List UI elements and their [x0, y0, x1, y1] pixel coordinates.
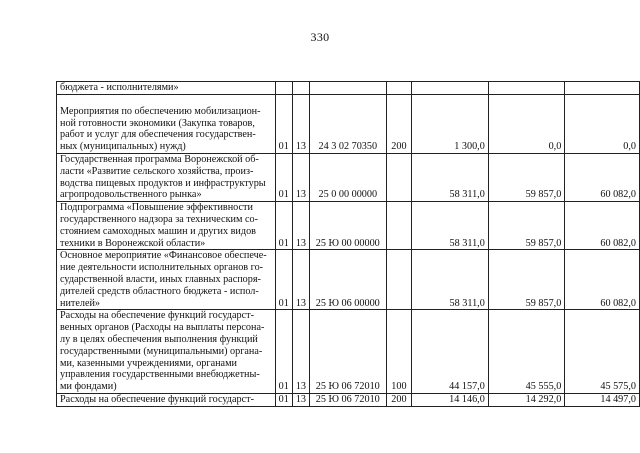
- section-code-cell: 01: [275, 393, 292, 406]
- table-row: [57, 310, 640, 394]
- item-name-cell: [57, 310, 276, 394]
- amount-year3-cell: [565, 82, 640, 95]
- table-row: [57, 154, 640, 202]
- item-name-cell: [57, 82, 276, 95]
- expense-type-cell: 200: [386, 393, 412, 406]
- item-name-line: Расходы на обеспечение функций государст-: [60, 310, 254, 322]
- amount-year1-cell: 58 311,0: [412, 250, 489, 310]
- item-name-line: ми фондами): [60, 381, 117, 393]
- amount-year2-cell: 14 292,0: [488, 393, 565, 406]
- amount-year3-cell: 45 575,0: [565, 310, 640, 394]
- item-name-line: работ и услуг для обеспечения государствен-: [60, 129, 256, 141]
- item-name-cell: [57, 95, 276, 154]
- item-name-line: ной готовности экономики (Закупка товаров,: [60, 117, 255, 129]
- target-article-cell: [310, 82, 387, 95]
- item-name-line: управления государственными внебюджетны-: [60, 369, 260, 381]
- item-name-line: государственного надзора за техническим со-: [60, 213, 258, 225]
- item-name-line: стоянием самоходных машин и других видов: [60, 225, 256, 237]
- amount-year2-cell: 59 857,0: [488, 250, 565, 310]
- amount-year1-cell: 58 311,0: [412, 154, 489, 202]
- target-article-cell: 24 3 02 70350: [310, 95, 387, 154]
- item-name-line: венных органов (Расходы на выплаты персона-: [60, 322, 265, 334]
- amount-year3-cell: 60 082,0: [565, 250, 640, 310]
- item-name-cell: [57, 250, 276, 310]
- amount-year2-cell: 0,0: [488, 95, 565, 154]
- item-name-line: государственными (муниципальными) органа-: [60, 345, 263, 357]
- amount-year1-cell: 58 311,0: [412, 202, 489, 250]
- item-name-cell: [57, 393, 276, 406]
- amount-year3-cell: 60 082,0: [565, 154, 640, 202]
- section-code-cell: 01: [275, 202, 292, 250]
- subsection-code-cell: 13: [292, 310, 309, 394]
- expense-type-cell: 200: [386, 95, 412, 154]
- target-article-cell: 25 0 00 00000: [310, 154, 387, 202]
- item-name-line: бюджета - исполнителями»: [60, 82, 179, 94]
- expense-type-cell: [386, 202, 412, 250]
- target-article-cell: 25 Ю 06 72010: [310, 393, 387, 406]
- target-article-cell: 25 Ю 06 00000: [310, 250, 387, 310]
- section-code-cell: [275, 82, 292, 95]
- item-name-line: техники в Воронежской области»: [60, 237, 206, 249]
- page-number: 330: [310, 30, 330, 44]
- item-name-line: агропродовольственного рынка»: [60, 189, 202, 201]
- item-name-line: Основное мероприятие «Финансовое обеспече-: [60, 250, 267, 262]
- target-article-cell: 25 Ю 06 72010: [310, 310, 387, 394]
- item-name-line: сударственной власти, иных главных распоря-: [60, 273, 261, 285]
- item-name-cell: [57, 202, 276, 250]
- amount-year3-cell: 60 082,0: [565, 202, 640, 250]
- target-article-cell: 25 Ю 00 00000: [310, 202, 387, 250]
- expense-type-cell: [386, 82, 412, 95]
- subsection-code-cell: [292, 82, 309, 95]
- amount-year3-cell: 14 497,0: [565, 393, 640, 406]
- amount-year2-cell: [488, 82, 565, 95]
- table-row: [57, 95, 640, 154]
- item-name-line: ми, казенными учреждениями, органами: [60, 357, 237, 369]
- table-row: [57, 250, 640, 310]
- section-code-cell: 01: [275, 250, 292, 310]
- table-row: [57, 393, 640, 406]
- amount-year2-cell: 45 555,0: [488, 310, 565, 394]
- amount-year3-cell: 0,0: [565, 95, 640, 154]
- subsection-code-cell: 13: [292, 95, 309, 154]
- item-name-line: нителей»: [60, 297, 101, 309]
- section-code-cell: 01: [275, 154, 292, 202]
- item-name-line: водства пищевых продуктов и инфраструктуры: [60, 177, 266, 189]
- item-name-line: ных (муниципальных) нужд): [60, 141, 186, 153]
- item-name-line: дителей средств областного бюджета - испол-: [60, 285, 259, 297]
- section-code-cell: 01: [275, 310, 292, 394]
- amount-year1-cell: 44 157,0: [412, 310, 489, 394]
- budget-table-body: [57, 82, 640, 407]
- subsection-code-cell: 13: [292, 202, 309, 250]
- subsection-code-cell: 13: [292, 154, 309, 202]
- subsection-code-cell: 13: [292, 250, 309, 310]
- item-name-line: лу в целях обеспечения выполнения функций: [60, 333, 258, 345]
- expense-type-cell: [386, 250, 412, 310]
- table-row: [57, 202, 640, 250]
- item-name-line: Мероприятия по обеспечению мобилизацион-: [60, 105, 261, 117]
- amount-year1-cell: [412, 82, 489, 95]
- expense-type-cell: [386, 154, 412, 202]
- amount-year2-cell: 59 857,0: [488, 154, 565, 202]
- item-name-line: ласти «Развитие сельского хозяйства, произ-: [60, 165, 254, 177]
- section-code-cell: 01: [275, 95, 292, 154]
- amount-year2-cell: 59 857,0: [488, 202, 565, 250]
- item-name-line: ние деятельности исполнительных органов го-: [60, 262, 264, 274]
- amount-year1-cell: 1 300,0: [412, 95, 489, 154]
- item-name-line: Расходы на обеспечение функций государст-: [60, 394, 254, 406]
- expense-type-cell: 100: [386, 310, 412, 394]
- budget-table: [56, 81, 640, 407]
- table-row: [57, 82, 640, 95]
- item-name-line: Государственная программа Воронежской об-: [60, 154, 259, 165]
- item-name-line: Подпрограмма «Повышение эффективности: [60, 202, 253, 214]
- subsection-code-cell: 13: [292, 393, 309, 406]
- item-name-cell: [57, 154, 276, 202]
- amount-year1-cell: 14 146,0: [412, 393, 489, 406]
